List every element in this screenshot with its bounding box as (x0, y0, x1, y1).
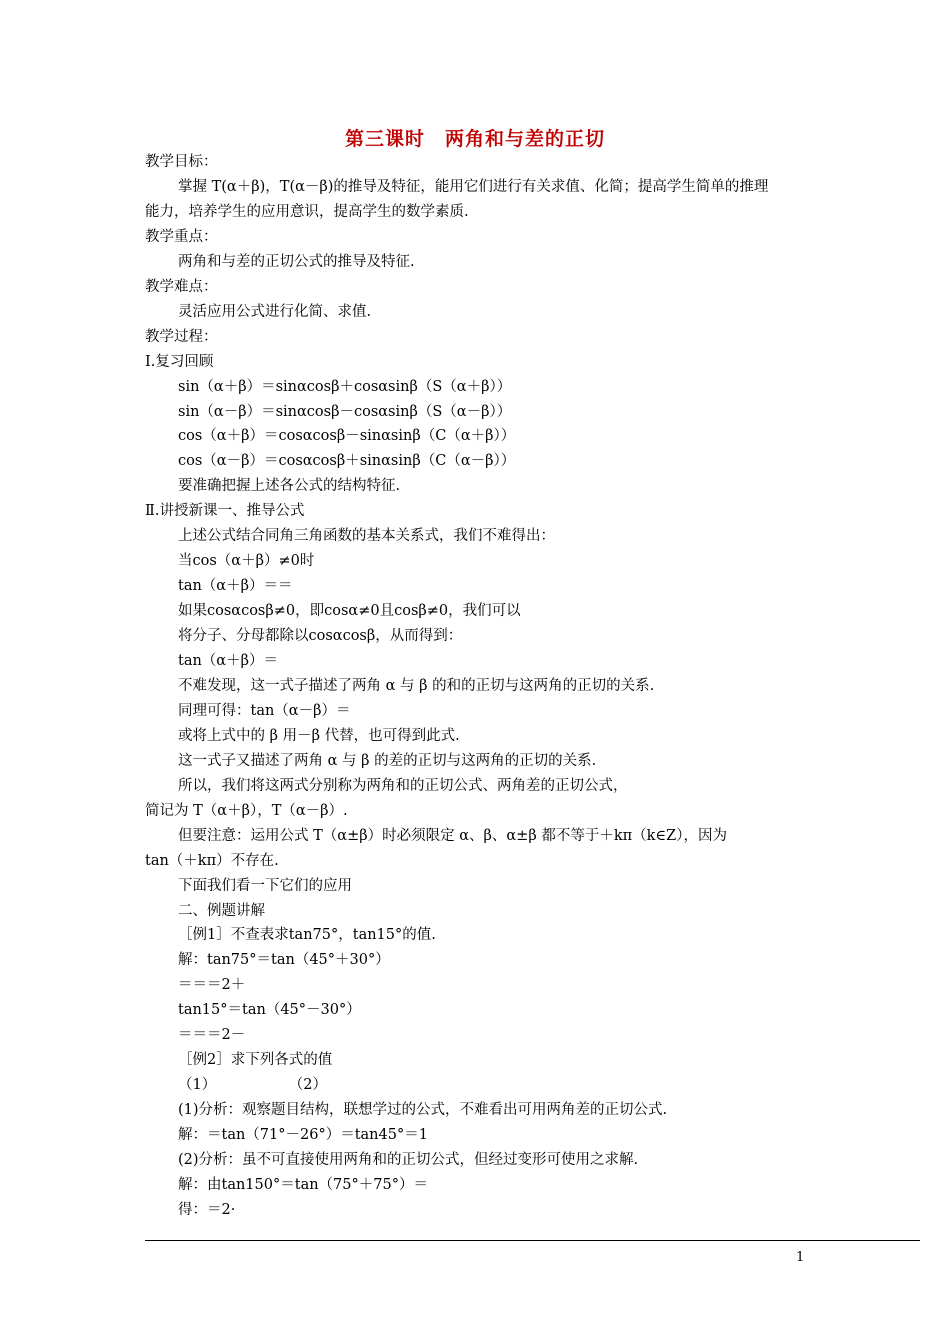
text-line: 教学过程： (145, 328, 218, 345)
text-line: cos（α－β）＝cosαcosβ＋sinαsinβ（C（α－β）） (178, 453, 516, 470)
text-line: 当cos（α＋β）≠0时 (178, 553, 315, 570)
page-title: 第三课时 两角和与差的正切 (344, 128, 605, 150)
text-line: 同理可得：tan（α－β）＝ (178, 702, 351, 719)
text-line: 下面我们看一下它们的应用 (178, 877, 352, 894)
text-line: sin（α＋β）＝sinαcosβ＋cosαsinβ（S（α＋β）） (178, 378, 512, 395)
text-line: 简记为 T（α＋β），T（α－β）. (145, 802, 348, 819)
text-line: 得：＝2· (178, 1201, 236, 1218)
text-line: Ⅰ.复习回顾 (145, 353, 214, 370)
text-line: 这一式子又描述了两角 α 与 β 的差的正切与这两角的正切的关系. (178, 752, 597, 769)
text-line: tan15°＝tan（45°－30°） (178, 1002, 361, 1019)
text-line: 解：tan75°＝tan（45°＋30°） (178, 952, 390, 969)
text-line: Ⅱ.讲授新课一、推导公式 (145, 503, 305, 520)
text-line: 解：＝tan（71°－26°）＝tan45°＝1 (178, 1127, 428, 1143)
text-line: 解：由tan150°＝tan（75°＋75°）＝ (178, 1176, 428, 1193)
text-line: cos（α＋β）＝cosαcosβ－sinαsinβ（C（α＋β）） (178, 428, 516, 445)
text-line: 能力，培养学生的应用意识，提高学生的数学素质. (145, 203, 469, 220)
text-line: ＝＝＝2－ (178, 1027, 246, 1044)
text-line: tan（α＋β）＝＝ (178, 578, 293, 595)
text-line: 教学难点： (145, 278, 218, 295)
text-line: 或将上式中的 β 用－β 代替，也可得到此式. (178, 727, 460, 744)
text-line: （1） （2） (178, 1077, 327, 1094)
text-line: tan（＋kπ）不存在. (145, 852, 279, 869)
text-line: ＝＝＝2＋ (178, 977, 246, 994)
text-line: 要准确把握上述各公式的结构特征. (178, 478, 401, 495)
text-line: 将分子、分母都除以cosαcosβ，从而得到： (178, 628, 463, 644)
text-line: ［例2］求下列各式的值 (178, 1052, 333, 1069)
text-line: 掌握 T(α＋β)，T(α－β)的推导及特征，能用它们进行有关求值、化简；提高学生简单的推理 (178, 178, 769, 195)
text-line: 教学重点： (145, 228, 218, 245)
footer-divider (145, 1240, 920, 1241)
text-line: (1)分析：观察题目结构，联想学过的公式，不难看出可用两角差的正切公式. (178, 1102, 668, 1119)
text-line: (2)分析：虽不可直接使用两角和的正切公式，但经过变形可使用之求解. (178, 1152, 639, 1168)
text-line: 教学目标： (145, 154, 218, 170)
text-line: 如果cosαcosβ≠0，即cosα≠0且cosβ≠0，我们可以 (178, 603, 521, 620)
text-line: 灵活应用公式进行化简、求值. (178, 303, 372, 320)
page-number: 1 (796, 1250, 805, 1265)
text-line: tan（α＋β）＝ (178, 653, 278, 669)
text-line: 上述公式结合同角三角函数的基本关系式，我们不难得出： (178, 528, 555, 545)
text-line: 两角和与差的正切公式的推导及特征. (178, 253, 415, 270)
text-line: sin（α－β）＝sinαcosβ－cosαsinβ（S（α－β）） (178, 403, 512, 420)
text-line: 但要注意：运用公式 T（α±β）时必须限定 α、β、α±β 都不等于＋kπ（k∈Z），因为 (178, 827, 727, 844)
text-line: ［例1］不查表求tan75°，tan15°的值. (178, 927, 436, 944)
text-line: 所以，我们将这两式分别称为两角和的正切公式、两角差的正切公式， (178, 777, 628, 794)
text-line: 二、例题讲解 (178, 902, 265, 919)
text-line: 不难发现，这一式子描述了两角 α 与 β 的和的正切与这两角的正切的关系. (178, 677, 655, 694)
